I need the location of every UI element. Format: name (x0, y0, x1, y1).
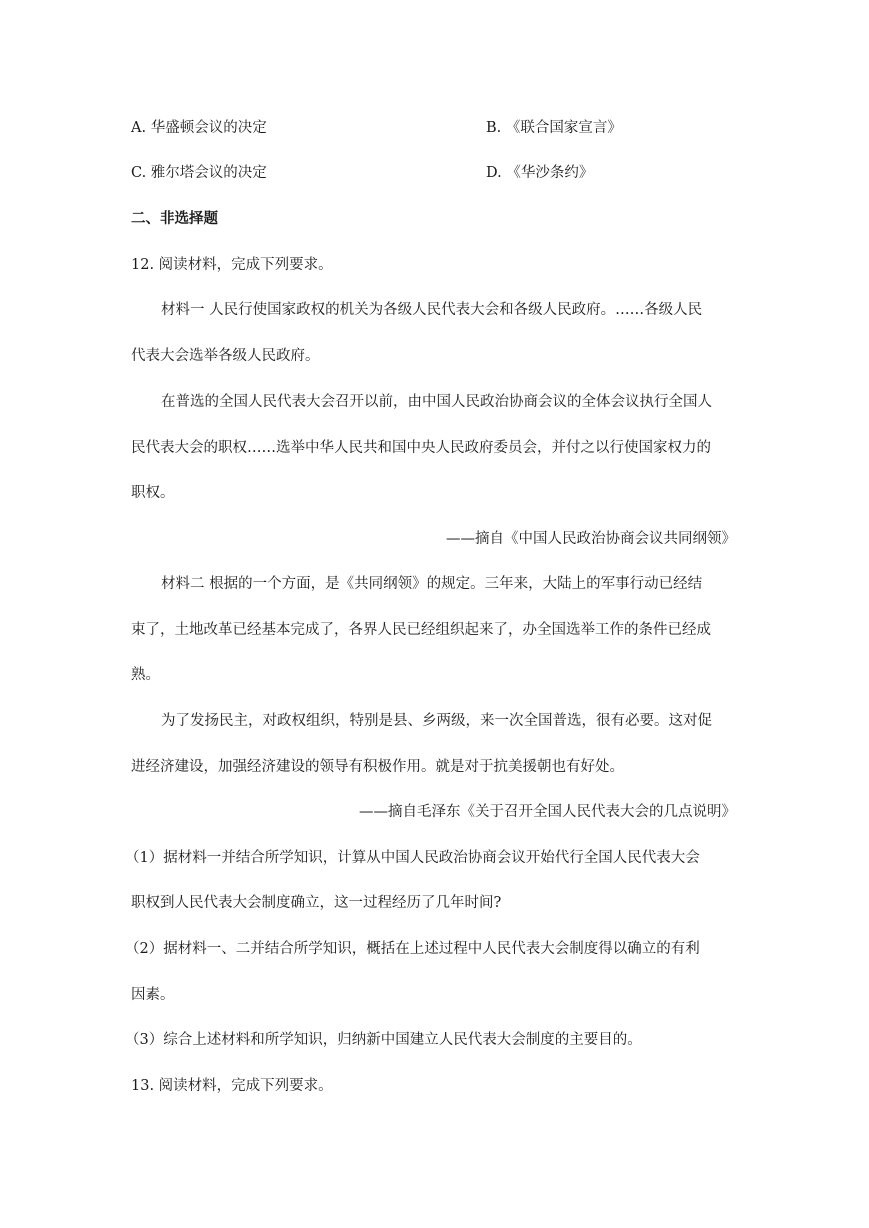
option-b: B. 《联合国家宣言》 (486, 120, 622, 136)
section-title: 二、非选择题 (131, 211, 218, 227)
material-2-line: 束了，土地改革已经基本完成了，各界人民已经组织起来了，办全国选举工作的条件已经成 (131, 622, 711, 638)
material-2-line: 为了发扬民主，对政权组织，特别是县、乡两级，来一次全国普选，很有必要。这对促 (161, 713, 712, 729)
option-d: D. 《华沙条约》 (486, 165, 594, 181)
option-c: C. 雅尔塔会议的决定 (131, 165, 267, 181)
material-2-line: 材料二 根据的一个方面，是《共同纲领》的规定。三年来，大陆上的军事行动已经结 (161, 576, 703, 592)
material-2-line: 熟。 (131, 667, 160, 683)
question-13-stem: 13. 阅读材料，完成下列要求。 (131, 1078, 333, 1094)
sub-question-3: （3）综合上述材料和所学知识，归纳新中国建立人民代表大会制度的主要目的。 (125, 1032, 642, 1048)
question-12-stem: 12. 阅读材料，完成下列要求。 (131, 257, 333, 273)
option-a: A. 华盛顿会议的决定 (131, 120, 267, 136)
material-1-line: 材料一 人民行使国家政权的机关为各级人民代表大会和各级人民政府。……各级人民 (161, 302, 703, 318)
material-2-source: ——摘自毛泽东《关于召开全国人民代表大会的几点说明》 (359, 804, 736, 820)
sub-question-2-cont: 因素。 (131, 987, 175, 1003)
material-1-source: ——摘自《中国人民政治协商会议共同纲领》 (446, 531, 736, 547)
material-1-line: 代表大会选举各级人民政府。 (131, 348, 320, 364)
sub-question-2: （2）据材料一、二并结合所学知识，概括在上述过程中人民代表大会制度得以确立的有利 (125, 941, 700, 957)
sub-question-1: （1）据材料一并结合所学知识，计算从中国人民政治协商会议开始代行全国人民代表大会 (125, 850, 700, 866)
material-1-line: 在普选的全国人民代表大会召开以前，由中国人民政治协商会议的全体会议执行全国人 (161, 394, 712, 410)
sub-question-1-cont: 职权到人民代表大会制度确立，这一过程经历了几年时间? (131, 895, 502, 911)
material-1-line: 职权。 (131, 485, 175, 501)
material-2-line: 进经济建设，加强经济建设的领导有积极作用。就是对于抗美援朝也有好处。 (131, 759, 624, 775)
material-1-line: 民代表大会的职权……选举中华人民共和国中央人民政府委员会，并付之以行使国家权力的 (131, 440, 711, 456)
